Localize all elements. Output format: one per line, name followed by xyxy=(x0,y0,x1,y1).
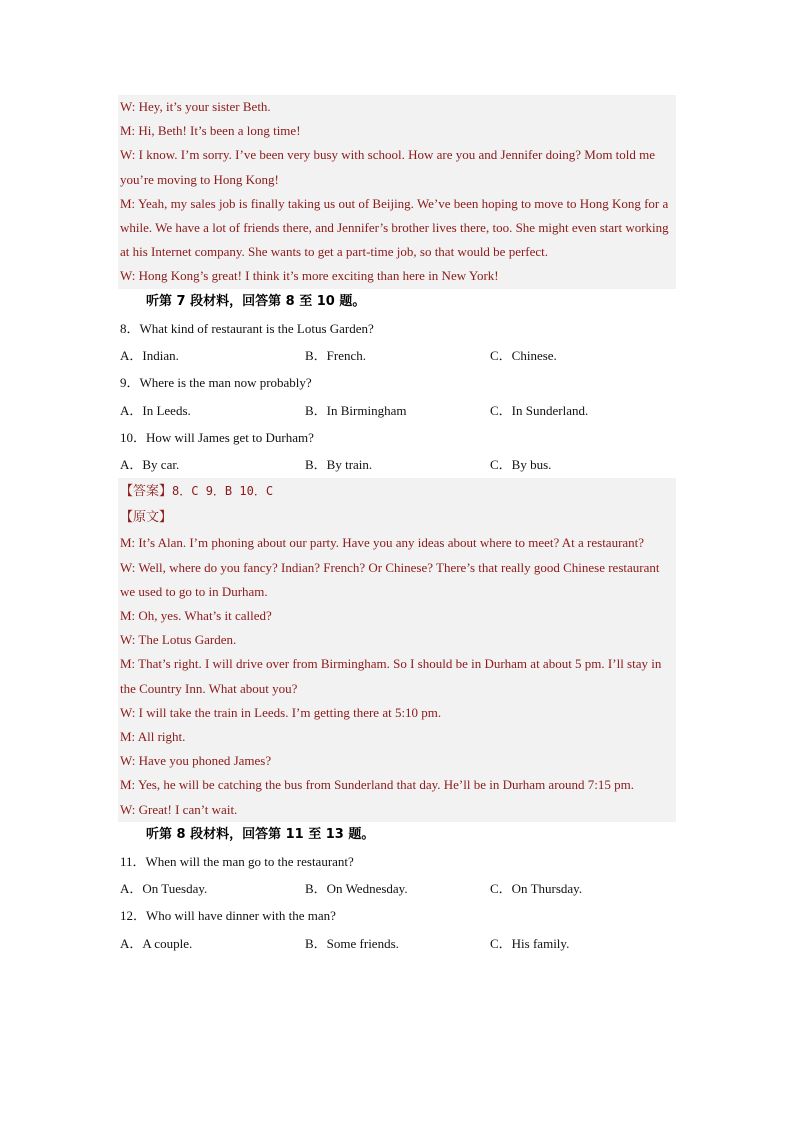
dialogue-line: M: Hi, Beth! It’s been a long time! xyxy=(120,123,301,139)
question-11-options xyxy=(118,875,676,902)
option-c: C．By bus. xyxy=(490,457,552,473)
option-b: B．By train. xyxy=(305,457,373,473)
section-7-heading: 听第 7 段材料，回答第 8 至 10 题。 xyxy=(146,293,366,309)
dialogue-line: W: I will take the train in Leeds. I’m getting there at 5:10 pm. xyxy=(120,704,442,720)
option-c: C．In Sunderland. xyxy=(490,402,589,418)
answer-block xyxy=(118,478,676,821)
answer-text: 8．C 9．B 10．C xyxy=(172,484,274,499)
dialogue-line: M: It’s Alan. I’m phoning about our party. Have you any ideas about where to meet? At a restaurant? xyxy=(120,535,645,551)
option-c: C．Chinese. xyxy=(490,347,557,363)
answer-label: 【答案】 xyxy=(120,484,173,500)
answer-line xyxy=(118,478,676,505)
dialogue-line: W: I know. I’m sorry. I’ve been very busy with school. How are you and Jennifer doing? Mom told me you’re moving to Hong Kong! xyxy=(120,147,656,187)
dialogue-line: W: The Lotus Garden. xyxy=(120,632,237,648)
option-b: B．In Birmingham xyxy=(305,402,407,418)
question-12: 12．Who will have dinner with the man? xyxy=(120,908,336,924)
section-8-heading: 听第 8 段材料，回答第 11 至 13 题。 xyxy=(146,826,375,842)
dialogue-line: W: Great! I can’t wait. xyxy=(120,801,238,817)
document-page xyxy=(118,95,676,957)
dialogue-line: W: Hey, it’s your sister Beth. xyxy=(120,99,271,114)
dialogue-block-2 xyxy=(118,531,676,821)
dialogue-line: W: Well, where do you fancy? Indian? French? Or Chinese? There’s that really good Chinese restaurant we used to go to in Durham. xyxy=(120,559,660,599)
dialogue-line: W: Hong Kong’s great! I think it’s more exciting than here in New York! xyxy=(120,268,499,284)
option-c: C．On Thursday. xyxy=(490,881,583,897)
option-b: B．French. xyxy=(305,347,367,363)
dialogue-line: M: All right. xyxy=(120,729,186,745)
question-10: 10．How will James get to Durham? xyxy=(120,429,314,445)
option-a: A．By car. xyxy=(120,457,180,473)
option-a: A．On Tuesday. xyxy=(120,881,208,897)
dialogue-line: M: Yes, he will be catching the bus from Sunderland that day. He’ll be in Durham around 7:15 pm. xyxy=(120,777,635,793)
question-11: 11．When will the man go to the restaurant? xyxy=(120,853,354,869)
question-9-options xyxy=(118,397,676,424)
option-b: B．On Wednesday. xyxy=(305,881,408,897)
dialogue-line: W: Have you phoned James? xyxy=(120,753,272,769)
question-10-options xyxy=(118,451,676,478)
question-9: 9．Where is the man now probably? xyxy=(120,375,312,391)
yuanwen-label: 【原文】 xyxy=(120,510,173,526)
dialogue-line: M: Oh, yes. What’s it called? xyxy=(120,608,272,624)
question-8-options xyxy=(118,342,676,369)
option-c: C．His family. xyxy=(490,935,570,951)
dialogue-block-1 xyxy=(118,95,676,289)
question-8: 8．What kind of restaurant is the Lotus Garden? xyxy=(120,320,374,336)
question-12-options xyxy=(118,930,676,957)
option-a: A．Indian. xyxy=(120,347,179,363)
dialogue-line: M: That’s right. I will drive over from Birmingham. So I should be in Durham at about 5 pm. I’ll stay in the Country Inn. What about you? xyxy=(120,656,662,696)
option-a: A．A couple. xyxy=(120,935,193,951)
option-b: B．Some friends. xyxy=(305,935,399,951)
option-a: A．In Leeds. xyxy=(120,402,191,418)
dialogue-line: M: Yeah, my sales job is finally taking us out of Beijing. We’ve been hoping to move to Hong Kong for a while. We have a lot of friends there, and Jennifer’s brother lives there, too. She might even start working at his Internet company. She wants to get a part-time job, so that would be perfect. xyxy=(120,195,669,260)
